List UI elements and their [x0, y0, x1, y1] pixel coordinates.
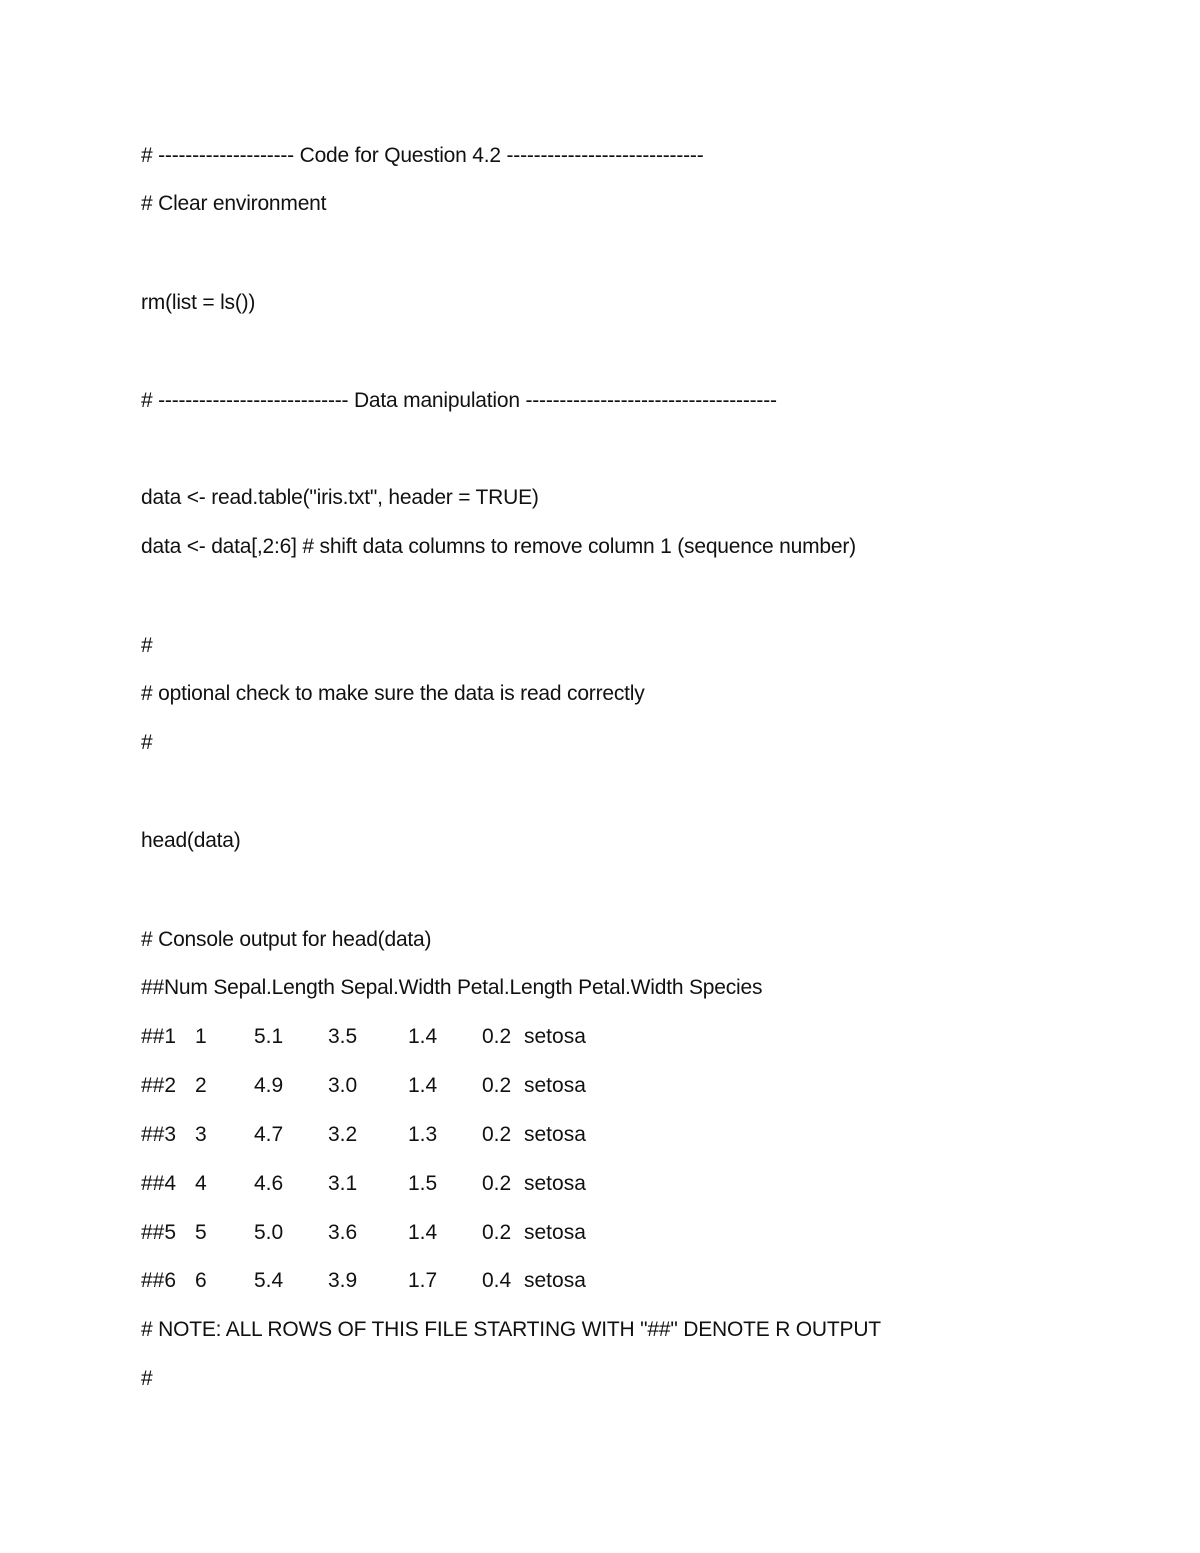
shift-columns-line: data <- data[,2:6] # shift data columns to remove column 1 (sequence number) — [141, 535, 856, 558]
row-sepal-length: 5.4 — [254, 1269, 284, 1292]
row-petal-length: 1.4 — [408, 1074, 438, 1097]
row-species: setosa — [524, 1025, 586, 1048]
row-petal-width: 0.2 — [482, 1074, 512, 1097]
output-row — [141, 1171, 586, 1197]
row-sepal-width: 3.2 — [328, 1123, 358, 1146]
row-petal-width: 0.2 — [482, 1221, 512, 1244]
output-table-header: ##Num Sepal.Length Sepal.Width Petal.Length Petal.Width Species — [141, 976, 763, 999]
hash-comment-line: # — [141, 634, 153, 657]
row-id: ##1 — [141, 1025, 177, 1048]
output-row — [141, 1122, 586, 1148]
row-sepal-length: 5.0 — [254, 1221, 284, 1244]
row-sepal-length: 4.7 — [254, 1123, 284, 1146]
read-table-line: data <- read.table("iris.txt", header = TRUE) — [141, 486, 539, 509]
row-sepal-width: 3.0 — [328, 1074, 358, 1097]
output-row — [141, 1024, 586, 1050]
row-petal-length: 1.3 — [408, 1123, 438, 1146]
row-sepal-width: 3.5 — [328, 1025, 358, 1048]
output-row — [141, 1220, 586, 1246]
row-petal-length: 1.4 — [408, 1221, 438, 1244]
head-call-line: head(data) — [141, 829, 241, 852]
row-petal-width: 0.2 — [482, 1123, 512, 1146]
rm-call-line: rm(list = ls()) — [141, 291, 256, 314]
hash-comment-line: # — [141, 731, 153, 754]
row-num: 3 — [195, 1123, 207, 1146]
row-sepal-width: 3.1 — [328, 1172, 358, 1195]
row-id: ##2 — [141, 1074, 177, 1097]
row-num: 4 — [195, 1172, 207, 1195]
row-id: ##3 — [141, 1123, 177, 1146]
row-sepal-length: 4.9 — [254, 1074, 284, 1097]
row-petal-length: 1.4 — [408, 1025, 438, 1048]
row-id: ##4 — [141, 1172, 177, 1195]
row-petal-width: 0.2 — [482, 1025, 512, 1048]
question-header-comment: # -------------------- Code for Question 4.2 ----------------------------- — [141, 144, 704, 167]
row-species: setosa — [524, 1221, 586, 1244]
row-num: 2 — [195, 1074, 207, 1097]
row-num: 6 — [195, 1269, 207, 1292]
row-sepal-length: 4.6 — [254, 1172, 284, 1195]
row-petal-width: 0.4 — [482, 1269, 512, 1292]
data-manipulation-header-comment: # ---------------------------- Data manipulation ------------------------------------- — [141, 389, 777, 412]
row-petal-width: 0.2 — [482, 1172, 512, 1195]
console-output-comment: # Console output for head(data) — [141, 928, 432, 951]
row-id: ##5 — [141, 1221, 177, 1244]
row-sepal-width: 3.9 — [328, 1269, 358, 1292]
row-petal-length: 1.5 — [408, 1172, 438, 1195]
row-species: setosa — [524, 1074, 586, 1097]
row-num: 5 — [195, 1221, 207, 1244]
row-sepal-width: 3.6 — [328, 1221, 358, 1244]
optional-check-comment: # optional check to make sure the data is read correctly — [141, 682, 645, 705]
output-row — [141, 1073, 586, 1099]
row-species: setosa — [524, 1123, 586, 1146]
row-sepal-length: 5.1 — [254, 1025, 284, 1048]
row-num: 1 — [195, 1025, 207, 1048]
note-comment: # NOTE: ALL ROWS OF THIS FILE STARTING WITH "##" DENOTE R OUTPUT — [141, 1318, 881, 1341]
clear-environment-comment: # Clear environment — [141, 192, 327, 215]
output-row — [141, 1268, 586, 1294]
row-petal-length: 1.7 — [408, 1269, 438, 1292]
hash-comment-line: # — [141, 1367, 153, 1390]
row-species: setosa — [524, 1172, 586, 1195]
row-species: setosa — [524, 1269, 586, 1292]
row-id: ##6 — [141, 1269, 177, 1292]
